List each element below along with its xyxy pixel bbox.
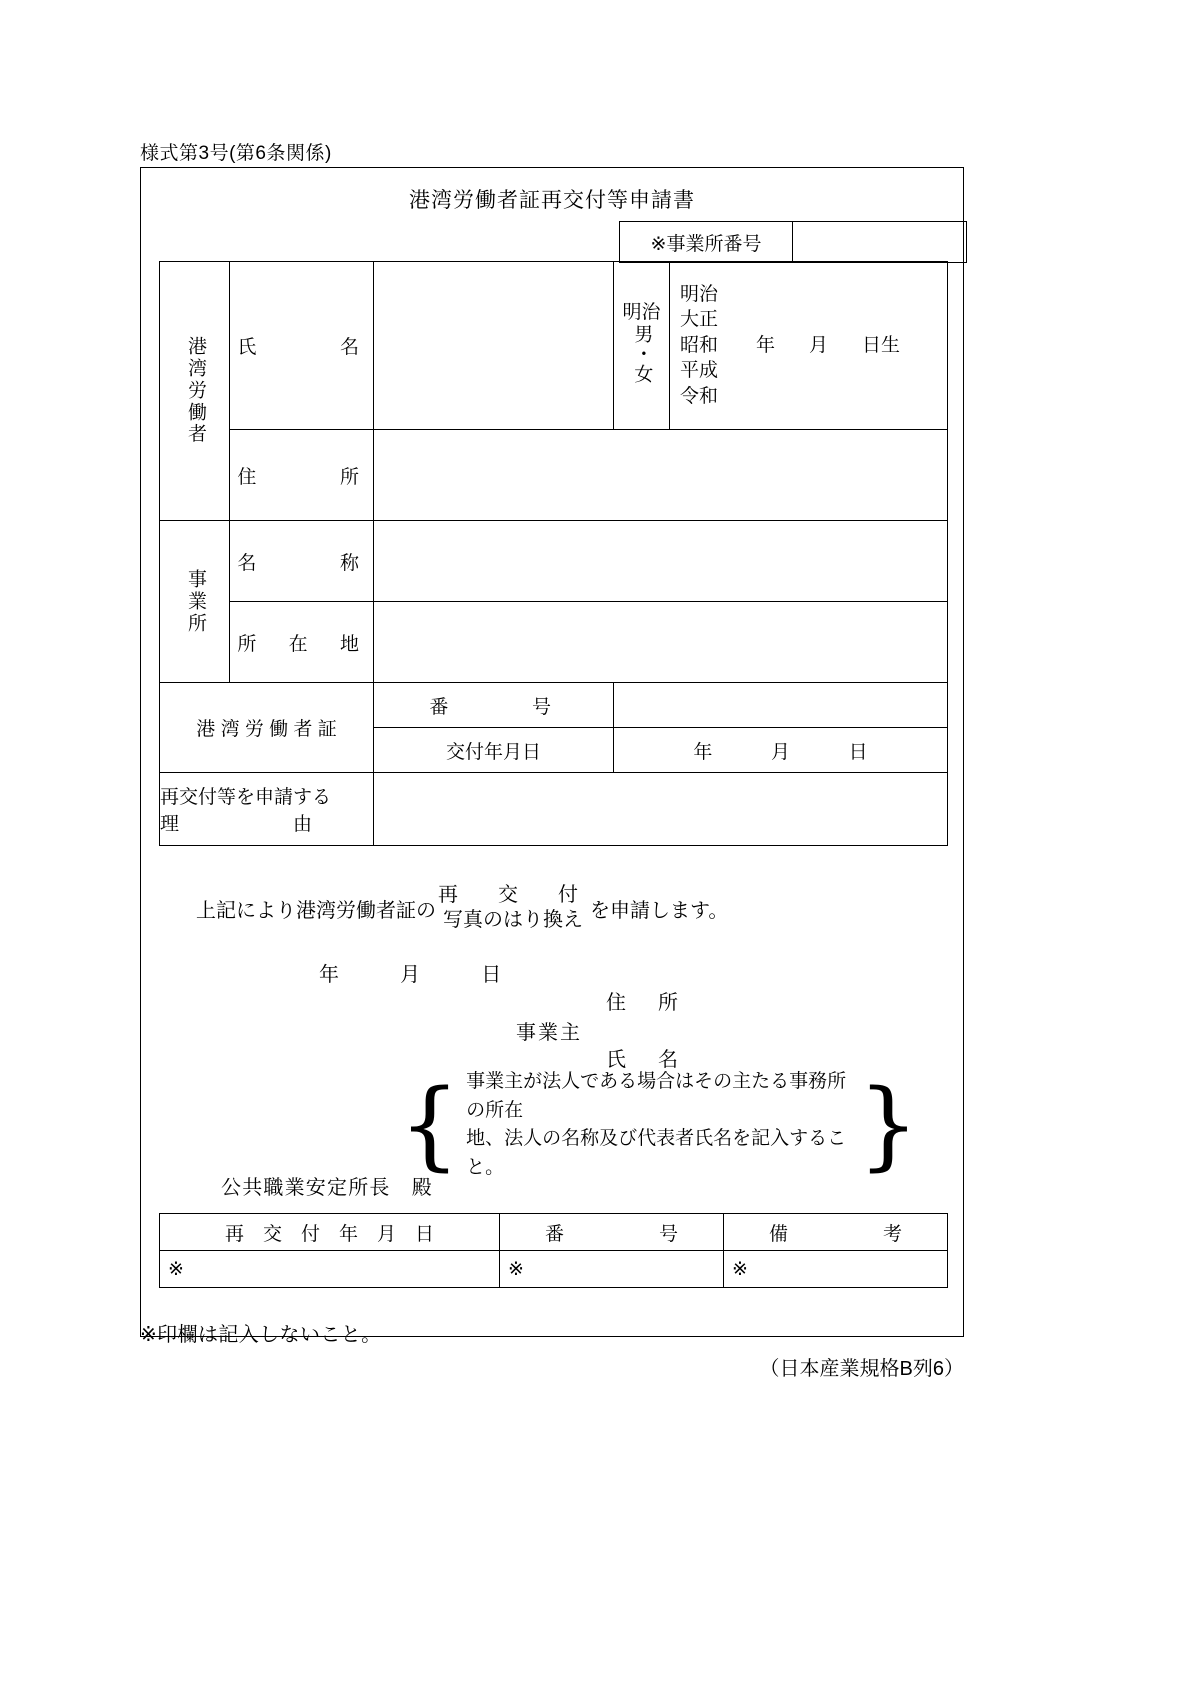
unused: 明治 [622, 301, 661, 323]
card-number-label [374, 683, 614, 728]
paper-size-note: （日本産業規格B列6） [759, 1358, 964, 1380]
table-row [160, 521, 948, 602]
reason-label-line2: 理 由 [160, 814, 313, 835]
number-header: 番 号 [500, 1214, 724, 1251]
remarks-header: 備 考 [724, 1214, 948, 1251]
apply-month-label: 月 [400, 964, 423, 986]
statement-suffix: を申請します。 [590, 899, 729, 922]
era-taisho[interactable]: 大正 [680, 309, 719, 331]
addressee-line: 公共職業安定所長 殿 [221, 1177, 433, 1199]
worker-address-label-text: 住 所 [237, 466, 366, 488]
employer-label: 事業主 [516, 1022, 582, 1044]
worker-section-label: 港湾労働者 [184, 336, 206, 446]
worker-name-label [230, 262, 374, 430]
birthdate-cell[interactable] [670, 262, 948, 430]
official-use-table [159, 1213, 948, 1288]
page-title: 港湾労働者証再交付等申請書 [409, 189, 695, 212]
office-location-field[interactable] [374, 602, 948, 683]
statement-prefix: 上記により港湾労働者証の [196, 899, 436, 922]
table-row [160, 430, 948, 521]
remarks-cell[interactable]: ※ [724, 1251, 948, 1288]
era-showa-row [680, 333, 947, 358]
employer-name-label: 氏 名 [606, 1049, 684, 1071]
reason-label [160, 773, 374, 846]
era-reiwa[interactable]: 令和 [680, 385, 719, 407]
statement-option-reissue[interactable]: 再 交 付 [438, 884, 588, 906]
table-row [620, 222, 967, 263]
card-issue-year: 年 [693, 741, 713, 763]
reason-label-line1: 再交付等を申請する [160, 787, 332, 808]
table-row [160, 683, 948, 728]
office-name-label [230, 521, 374, 602]
reissue-date-header: 再 交 付 年 月 日 [160, 1214, 500, 1251]
employer-note-line2: 地、法人の名称及び代表者氏名を記入すること。 [466, 1128, 847, 1178]
application-date-line[interactable] [319, 958, 503, 987]
era-showa[interactable]: 昭和 [680, 334, 719, 356]
statement-line [196, 883, 728, 933]
card-issue-month: 月 [770, 741, 790, 763]
office-number-table [619, 221, 967, 263]
era-list [670, 282, 947, 409]
reason-field[interactable] [374, 773, 948, 846]
office-number-field[interactable] [793, 222, 967, 263]
worker-address-label [230, 430, 374, 521]
apply-year-label: 年 [319, 964, 341, 986]
table-row [160, 773, 948, 846]
office-location-label [230, 602, 374, 683]
statement-option-photo[interactable]: 写真のはり換え [443, 909, 583, 931]
birth-day-label: 日生 [862, 334, 901, 356]
reissue-date-cell[interactable]: ※ [160, 1251, 500, 1288]
office-number-label: ※事業所番号 [620, 222, 793, 263]
card-issue-day: 日 [848, 741, 868, 763]
office-location-label-text: 所 在 地 [237, 633, 366, 655]
main-form-table [159, 261, 948, 846]
office-name-field[interactable] [374, 521, 948, 602]
worker-name-field[interactable] [374, 262, 614, 430]
office-section-label: 事業所 [184, 568, 206, 635]
worker-section-header [160, 262, 230, 521]
employer-note [399, 1068, 919, 1182]
birth-year-label: 年 [756, 334, 776, 356]
form-outer-border [140, 167, 964, 1337]
card-number-label-text: 番 号 [429, 696, 558, 718]
statement-options[interactable] [438, 883, 588, 933]
table-row [160, 1214, 948, 1251]
table-row [160, 262, 948, 430]
brace-left-icon: { [399, 1068, 461, 1181]
card-number-field[interactable] [614, 683, 948, 728]
card-section-label: 港 湾 労 働 者 証 [160, 683, 374, 773]
worker-address-field[interactable] [374, 430, 948, 521]
employer-address-label: 住 所 [606, 992, 684, 1014]
sex-label-text: 男・女 [631, 323, 653, 384]
office-section-header [160, 521, 230, 683]
birth-month-label: 月 [809, 334, 829, 356]
table-row [160, 602, 948, 683]
employer-note-line1: 事業主が法人である場合はその主たる事務所の所在 [466, 1071, 847, 1121]
number-cell[interactable]: ※ [500, 1251, 724, 1288]
era-heisei[interactable]: 平成 [680, 360, 719, 382]
card-issue-date-label: 交付年月日 [374, 728, 614, 773]
card-issue-date-field[interactable] [614, 728, 948, 773]
apply-day-label: 日 [481, 964, 504, 986]
employer-note-text [460, 1068, 858, 1182]
sex-label [614, 302, 669, 390]
form-number: 様式第3号(第6条関係) [140, 143, 332, 164]
worker-name-label-text: 氏 名 [237, 337, 366, 358]
sex-cell[interactable] [614, 262, 670, 430]
office-name-label-text: 名 称 [237, 552, 366, 574]
table-row [160, 1251, 948, 1288]
brace-right-icon: } [857, 1068, 919, 1181]
era-meiji[interactable]: 明治 [680, 283, 719, 305]
footnote: ※印欄は記入しないこと。 [140, 1324, 382, 1346]
